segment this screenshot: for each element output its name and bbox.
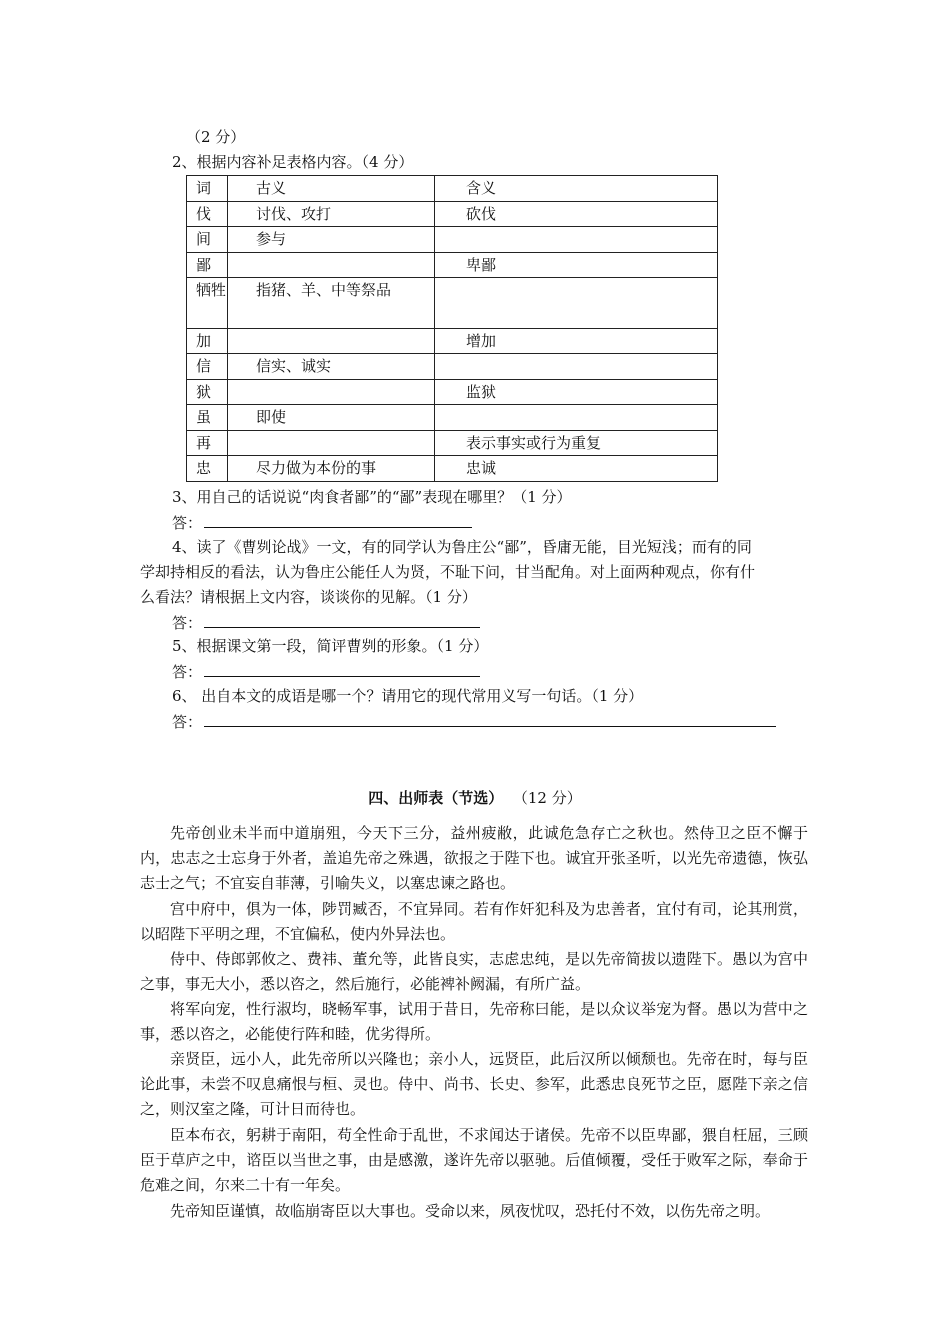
q4-prompt-line1: 4、读了《曹刿论战》一文，有的同学认为鲁庄公“鄙”，昏庸无能，目光短浅；而有的同 bbox=[172, 538, 752, 556]
cell-modern: 砍伐 bbox=[435, 201, 718, 227]
cell-ancient bbox=[228, 379, 435, 405]
cell-modern bbox=[435, 278, 718, 329]
answer-label: 答： bbox=[172, 663, 203, 681]
q5-answer bbox=[172, 659, 480, 685]
paragraph: 臣本布衣，躬耕于南阳，苟全性命于乱世，不求闻达于诸侯。先帝不以臣卑鄙，猥自枉屈，三顾臣于草庐之中，谘臣以当世之事，由是感激，遂许先帝以驱驰。后值倾覆，受任于败军之际，奉命于危难之间，尔来二十有一年矣。 bbox=[140, 1126, 808, 1195]
cell-modern: 忠诚 bbox=[435, 456, 718, 482]
table-row bbox=[187, 252, 718, 278]
cell-word: 信 bbox=[187, 354, 228, 380]
header-word: 词 bbox=[187, 176, 228, 202]
table-row bbox=[187, 379, 718, 405]
table-row bbox=[187, 354, 718, 380]
cell-word: 忠 bbox=[187, 456, 228, 482]
cell-modern: 表示事实或行为重复 bbox=[435, 430, 718, 456]
q5-prompt: 5、根据课文第一段，简评曹刿的形象。（1 分） bbox=[172, 637, 489, 655]
cell-ancient bbox=[228, 252, 435, 278]
answer-label: 答： bbox=[172, 614, 203, 632]
paragraph: 先帝知臣谨慎，故临崩寄臣以大事也。受命以来，夙夜忧叹，恐托付不效，以伤先帝之明。 bbox=[170, 1202, 771, 1220]
table-row bbox=[187, 201, 718, 227]
answer-blank[interactable] bbox=[204, 610, 480, 628]
cell-word: 虽 bbox=[187, 405, 228, 431]
answer-blank[interactable] bbox=[204, 510, 472, 528]
cell-modern: 增加 bbox=[435, 328, 718, 354]
q6-answer bbox=[172, 709, 776, 735]
section-title bbox=[0, 786, 950, 811]
q6-prompt: 6、 出自本文的成语是哪一个？请用它的现代常用义写一句话。（1 分） bbox=[172, 687, 644, 705]
cell-ancient bbox=[228, 430, 435, 456]
cell-ancient: 即使 bbox=[228, 405, 435, 431]
q4-prompt-line2: 学却持相反的看法，认为鲁庄公能任人为贤，不耻下问，甘当配角。对上面两种观点，你有什 bbox=[140, 563, 756, 581]
cell-modern bbox=[435, 354, 718, 380]
paragraph: 先帝创业未半而中道崩殂，今天下三分，益州疲敝，此诚危急存亡之秋也。然侍卫之臣不懈于内，忠志之士忘身于外者，盖追先帝之殊遇，欲报之于陛下也。诚宜开张圣听，以光先帝遗德，恢弘志士之气；不宜妄自菲薄，引喻失义，以塞忠谏之路也。 bbox=[140, 824, 808, 893]
paragraph: 侍中、侍郎郭攸之、费祎、董允等，此皆良实，志虑忠纯，是以先帝简拔以遗陛下。愚以为宫中之事，事无大小，悉以咨之，然后施行，必能裨补阙漏，有所广益。 bbox=[140, 950, 808, 994]
q4-prompt-line3: 么看法？请根据上文内容，谈谈你的见解。（1 分） bbox=[140, 588, 477, 606]
q4-answer bbox=[172, 610, 480, 636]
vocab-table bbox=[186, 175, 718, 482]
cell-word: 牺牲 bbox=[187, 278, 228, 329]
answer-label: 答： bbox=[172, 713, 203, 731]
section-score: （12 分） bbox=[512, 789, 582, 807]
table-row bbox=[187, 278, 718, 329]
answer-label: 答： bbox=[172, 514, 203, 532]
cell-ancient: 信实、诚实 bbox=[228, 354, 435, 380]
cell-word: 狱 bbox=[187, 379, 228, 405]
cell-ancient: 尽力做为本份的事 bbox=[228, 456, 435, 482]
cell-word: 伐 bbox=[187, 201, 228, 227]
cell-ancient: 讨伐、攻打 bbox=[228, 201, 435, 227]
cell-ancient: 参与 bbox=[228, 227, 435, 253]
cell-ancient: 指猪、羊、中等祭品 bbox=[228, 278, 435, 329]
cell-modern bbox=[435, 405, 718, 431]
cell-ancient bbox=[228, 328, 435, 354]
answer-blank[interactable] bbox=[204, 709, 776, 727]
answer-blank[interactable] bbox=[204, 659, 480, 677]
paragraph: 宫中府中，俱为一体，陟罚臧否，不宜异同。若有作奸犯科及为忠善者，宜付有司，论其刑赏，以昭陛下平明之理，不宜偏私，使内外异法也。 bbox=[140, 900, 808, 944]
cell-word: 加 bbox=[187, 328, 228, 354]
cell-word: 鄙 bbox=[187, 252, 228, 278]
table-row bbox=[187, 456, 718, 482]
table-row bbox=[187, 405, 718, 431]
q3-prompt: 3、用自己的话说说“肉食者鄙”的“鄙”表现在哪里？（1 分） bbox=[172, 488, 572, 506]
table-header-row bbox=[187, 176, 718, 202]
header-modern: 含义 bbox=[435, 176, 718, 202]
q1-score: （2 分） bbox=[186, 128, 246, 146]
q3-answer bbox=[172, 510, 472, 536]
header-ancient: 古义 bbox=[228, 176, 435, 202]
cell-modern: 监狱 bbox=[435, 379, 718, 405]
cell-word: 间 bbox=[187, 227, 228, 253]
q2-prompt: 2、根据内容补足表格内容。（4 分） bbox=[172, 153, 414, 171]
table-row bbox=[187, 430, 718, 456]
paragraph: 亲贤臣，远小人，此先帝所以兴隆也；亲小人，远贤臣，此后汉所以倾颓也。先帝在时，每与臣论此事，未尝不叹息痛恨与桓、灵也。侍中、尚书、长史、参军，此悉忠良死节之臣，愿陛下亲之信之，则汉室之隆，可计日而待也。 bbox=[140, 1050, 808, 1119]
table-row bbox=[187, 328, 718, 354]
cell-word: 再 bbox=[187, 430, 228, 456]
paragraph: 将军向宠，性行淑均，晓畅军事，试用于昔日，先帝称曰能，是以众议举宠为督。愚以为营中之事，悉以咨之，必能使行阵和睦，优劣得所。 bbox=[140, 1000, 808, 1044]
cell-modern bbox=[435, 227, 718, 253]
section-title-text: 四、出师表（节选） bbox=[368, 789, 504, 807]
table-row bbox=[187, 227, 718, 253]
cell-modern: 卑鄙 bbox=[435, 252, 718, 278]
